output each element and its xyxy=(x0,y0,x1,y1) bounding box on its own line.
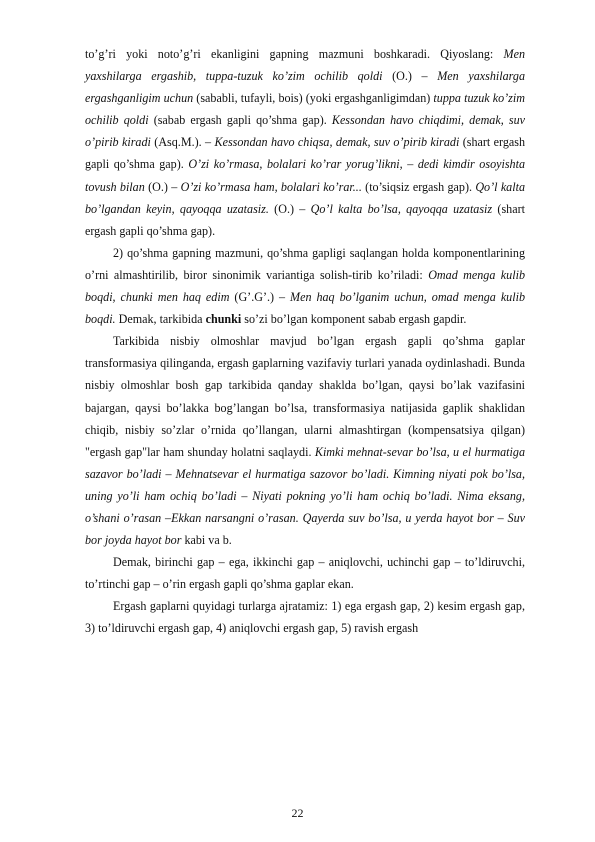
example-text: O’zi ko’rmasa ham, bolalari ko’rar... xyxy=(180,179,362,194)
text-run: (O.) – xyxy=(144,179,181,194)
example-text: Men yaxshilarga ergashib, tuppa-tuzuk ko’zim ochilib qoldi xyxy=(85,47,525,84)
body-text xyxy=(85,43,525,640)
bold-term: chunki xyxy=(205,312,242,327)
example-text: Men haq bo’lganim uchun, omad menga kulib boqdi. xyxy=(85,290,525,327)
text-run: (sababli, tufayli, bois) (yoki ergashganligimdan) xyxy=(193,91,434,106)
text-run: Demak, tarkibida xyxy=(115,312,206,327)
text-run: Ergash gaplarni quyidagi turlarga ajratamiz: 1) ega ergash gap, 2) kesim ergash gap, 3) to’ldiruvchi ergash gap, 4) aniqlovchi ergash gap, 5) ravish ergash xyxy=(85,599,525,636)
text-run: (O.) – xyxy=(382,69,438,84)
text-run: kabi va b. xyxy=(181,533,232,548)
paragraph xyxy=(85,551,525,595)
example-text: Kessondan havo chiqdimi, demak, suv o’pirib kiradi xyxy=(85,113,525,150)
text-run: 2) qo’shma gapning mazmuni, qo’shma gapligi saqlangan holda komponentlarining o’rni almashtirilib, biror sinonimik variantiga solish-tirib ko’riladi: xyxy=(85,245,525,282)
paragraph xyxy=(85,595,525,639)
example-text: Qo’l kalta bo’lgandan keyin, qayoqqa uzatasiz. xyxy=(85,179,525,216)
text-run: (G’.G’.) – xyxy=(229,290,291,305)
example-text: Kimki mehnat-sevar bo’lsa, u el hurmatiga sazavor bo’ladi – Mehnatsevar el hurmatiga sazovor bo’ladi. Kimning niyati pok bo’lsa, uning yo’li ham ochiq bo’ladi – Niyati pokning yo’li ham ochiq bo’ladi. Nima eksang, o’shani o’rasan –Ekkan narsangni o’rasan. Qayerda suv bo’lsa, u yerda hayot bor – Suv bor joyda hayot bor xyxy=(85,444,525,548)
paragraph xyxy=(85,330,525,551)
example-text: Men yaxshilarga ergashganligim uchun xyxy=(85,69,526,106)
paragraph xyxy=(85,242,525,330)
text-run: (shart ergash gapli qo’shma gap). xyxy=(85,135,525,172)
text-run: (Asq.M.). – xyxy=(150,135,215,150)
text-run: (shart ergash gapli qo’shma gap). xyxy=(85,201,525,238)
text-run: Demak, birinchi gap – ega, ikkinchi gap – aniqlovchi, uchinchi gap – to’ldiruvchi, to’rtinchi gap – o’rin ergash gapli qo’shma gaplar ekan. xyxy=(85,555,525,592)
example-text: O’zi ko’rmasa, bolalari ko’rar yorug’likni, – dedi kimdir osoyishta tovush bilan xyxy=(85,157,525,194)
text-run: (to’siqsiz ergash gap). xyxy=(361,179,476,194)
text-run: (sabab ergash gapli qo’shma gap). xyxy=(148,113,332,128)
text-run: (O.) – xyxy=(268,201,311,216)
paragraph xyxy=(85,43,525,242)
text-run: to’g’ri yoki noto’g’ri ekanligini gapning mazmuni boshkaradi. Qiyoslang: xyxy=(85,47,504,61)
text-run: Tarkibida nisbiy olmoshlar mavjud bo’lgan ergash gapli qo’shma gaplar transformasiya qilinganda, ergash gaplarning vazifaviy turlari yanada oydinlashadi. Bunda nisbiy olmoshlar bosh gap tarkibida qanday shaklda bo’lgan, qaysi bo’lak vazifasini bajargan, qaysi bo’lakka bog’langan bo’lsa, transformasiya natijasida gaplik shaklidan chiqib, nisbiy so’zlar o’rnida qo’llangan, ularni almashtirgan (kompensatsiya qilgan) "ergash gap"lar ham shunday holatni saqlaydi. xyxy=(85,334,525,459)
page-number: 22 xyxy=(291,806,304,820)
text-run: so’zi bo’lgan komponent sabab ergash gapdir. xyxy=(241,312,467,327)
example-text: Qo’l kalta bo’lsa, qayoqqa uzatasiz xyxy=(310,201,493,216)
example-text: Omad menga kulib boqdi, chunki men haq edim xyxy=(85,267,525,305)
example-text: Kessondan havo chiqsa, demak, suv o’pirib kiradi xyxy=(214,135,460,150)
example-text: tuppa tuzuk ko’zim ochilib qoldi xyxy=(85,91,525,128)
